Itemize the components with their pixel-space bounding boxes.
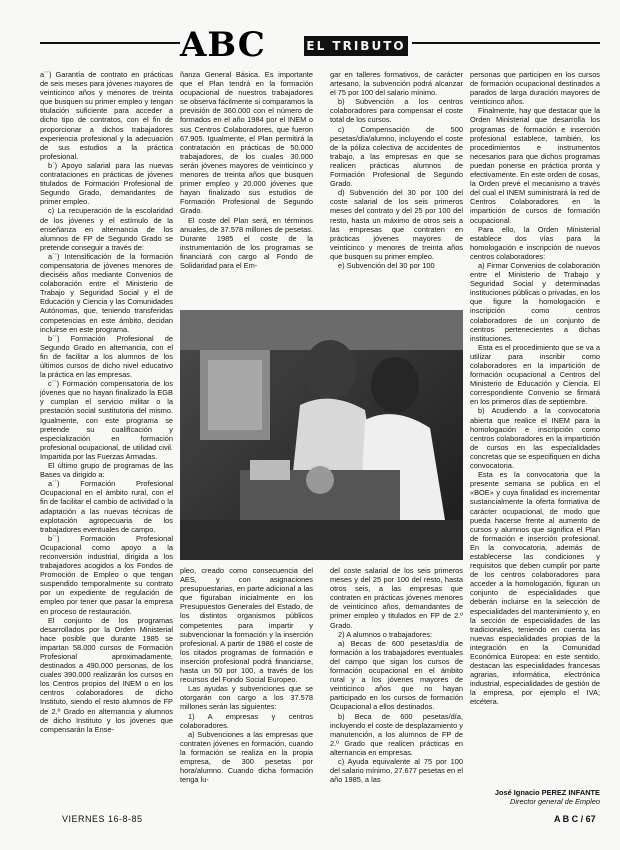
paragraph: gar en talleres formativos, de carácter artesano, la subvención podrá alcanzar el 75 por 100 del salario mínimo. <box>330 70 463 98</box>
paragraph: b) Subvención a los centros colaboradores para compensar el coste total de los cursos. <box>330 97 463 125</box>
paragraph: a´´) Garantía de contrato en prácticas de seis meses para jóvenes mayores de veinticinco años y menores de treinta que busquen su primer empleo y tengan titulación suficiente para acceder a dicho tipo de contratos, con el fin de proporcionar a dichos trabajadores experiencia profesional y la adecuación de sus estudios a la práctica profesional. <box>40 70 173 161</box>
author-role: Director general de Empleo <box>510 797 600 806</box>
paragraph: c) La recuperación de la escolaridad de los jóvenes y el estímulo de la enseñanza en alternancia de los alumnos de FP de Segundo Grado se pretende conseguir a través de: <box>40 206 173 252</box>
paragraph: e) Subvención del 30 por 100 <box>338 260 435 270</box>
paragraph: personas que participen en los cursos de formación ocupacional destinados a parados de larga duración mayores de veinticinco años. <box>470 70 600 107</box>
article-photo <box>180 310 463 560</box>
paragraph: b´´) Formación Profesional Ocupacional como apoyo a la reconversión industrial, dirigida a los trabajadores acogidos a los Fondos de Promoción de Empleo o que tengan suspendido temporalmente su contrato por un expediente de regulación de empleo por tener que pasar la empresa en proceso de restauración. <box>40 533 173 616</box>
header-rule-right <box>412 42 600 44</box>
paragraph: b) Acudiendo a la convocatoria abierta que realice el INEM para la homologación e inscripción como centros colaboradores en la impartición de cursos en las especialidades concretas que se especifiquen en dicha convocatoria. <box>470 406 600 471</box>
paragraph: del coste salarial de los seis primeros meses y del 25 por 100 del resto, hasta otros seis, a las empresas que contraten en prácticas jóvenes menores de veinticinco años, demandantes de primer empleo y titulados en FP de 2.º Grado. <box>330 566 463 630</box>
paragraph: c) Ayuda equivalente al 75 por 100 del salario mínimo, 27.677 pesetas en el año 1985, a las <box>330 756 463 785</box>
column-3-top <box>330 70 463 306</box>
column-4 <box>470 70 600 786</box>
paragraph: a) Becas de 600 pesetas/día de formación a los trabajadores eventuales del campo que sigan los cursos de formación ocupacional en el ámbito rural y a los jóvenes mayores de veinticinco años que no hayan participado en los cursos de formación Ocupacional a ellos destinados. <box>330 638 463 712</box>
paragraph: a´´) Formación Profesional Ocupacional en el ámbito rural, con el fin de facilitar el cambio de actividad o la adaptación a las nuevas técnicas de explotación agropecuaria de los trabajadores eventuales de campo. <box>40 479 173 534</box>
footer-page-number: A B C / 67 <box>554 814 596 824</box>
paragraph: b) Beca de 600 pesetas/día, incluyendo el coste de desplazamiento y manutención, a los alumnos de FP de 2.º Grado que realicen prácticas en alternancia en empresas. <box>330 711 463 757</box>
column-1 <box>40 70 173 810</box>
paragraph: El conjunto de los programas desarrollados por la Orden Ministerial hace posible que durante 1985 se impartan 58.000 cursos de Formación Profesional aproximadamente, destinados a 490.000 personas, de los cuales 390.000 realizarán los cursos en los Centros propios del INEM o en los centros colaboradores de dicho Instituto, siendo el resto alumnos de FP de 2.º Grado en alternancia y alumnos de dicho Instituto y los jóvenes que compensarán la Ense- <box>40 615 173 734</box>
paragraph: ñanza General Básica. Es importante que el Plan tendrá en la formación ocupacional de nuestros trabajadores se observa fácilmente si comparamos la previsión de 360.000 con el número de formados en el año 1984 por el INEM o sus Centros Colaboradores, que fueron 67.905. Igualmente, el Plan permitirá la contratación en prácticas de 50.000 trabajadores, de los cuales 30.000 serán jóvenes mayores de veinticinco y menores de treinta años que busquen primer empleo y 20.000 jóvenes que hayan finalizado sus estudios de Formación Profesional de Segundo Grado. <box>180 70 313 216</box>
paragraph: pleo, creado como consecuencia del AES, y con asignaciones presupuestarias, en parte adicional a las que figuraban inicialmente en los Presupuestos Generales del Estado, de los distintos organismos públicos competentes para impartir y subvencionar la formación y la inserción profesional. A partir de 1986 el coste de los citados programas de formación e inserción profesional podrá financiarse, hasta un 50 por 100, a través de los recursos del Fondo Social Europeo. <box>180 566 313 685</box>
paragraph: 2) A alumnos o trabajadores: <box>338 629 433 639</box>
paragraph: El último grupo de programas de las Bases va dirigido a: <box>40 461 173 480</box>
paragraph: a) Firmar Convenios de colaboración entre el Ministerio de Trabajo y Seguridad Social y determinadas instituciones públicas o privadas, en los que figure la homologación e inscripción como centros colaboradores de un conjunto de centros pertenecientes a dichas instituciones. <box>470 260 600 343</box>
paragraph: b´) Apoyo salarial para las nuevas contrataciones en prácticas de jóvenes titulados de Formación Profesional de Segundo Grado, demandantes de primer empleo. <box>40 160 173 207</box>
column-2-top <box>180 70 313 306</box>
column-2-bottom <box>180 566 313 810</box>
paragraph: Esta es el procedimiento que se va a utilizar para inscribir como colaboradores en la impartición de formación ocupacional a Centros del Ministerio de Educación y Ciencia. El correspondiente Convenio se firmará en los primeros días de septiembre. <box>470 342 600 407</box>
paragraph: b´´) Formación Profesional de Segundo Grado en alternancia, con el fin de facilitar a los alumnos de los últimos cursos de dicho nivel educativo la práctica en las empresas. <box>40 333 173 380</box>
paragraph: c´´) Formación compensatoria de los jóvenes que no hayan finalizado la EGB y cumplan el servicio militar o la prestación social sustitutoria del mismo. Igualmente, con este programa se pretende su cualificación y especialización en formación profesional ocupacional, de utilidad civil. Impartida por las Fuerzas Armadas. <box>40 379 173 461</box>
paragraph: 1) A empresas y centros colaboradores. <box>180 711 313 730</box>
header-rule-left <box>40 42 180 44</box>
footer-date: VIERNES 16-8-85 <box>62 814 143 824</box>
section-label: EL TRIBUTO <box>304 36 408 56</box>
paragraph: Finalmente, hay que destacar que la Orden Ministerial que desarrolla los programas de formación e inserción profesional establece, también, los procedimientos e instrumentos necesarios para que dichos programas puedan ponerse en práctica pronta y efectivamente. En este orden de cosas, la Orden prevé el mecanismo a través del cual el INEM suministrará la red de Centros Colaboradores en la impartición de cursos de formación ocupacional. <box>470 106 600 225</box>
brand-logo: ABC <box>180 25 266 65</box>
paragraph: El coste del Plan será, en términos anuales, de 37.578 millones de pesetas. Durante 1985 el coste de la instrumentación de los programas se financiará con cargo al Fondo de Solidaridad para el Em- <box>180 215 313 270</box>
column-3-bottom <box>330 566 463 810</box>
paragraph: c) Compensación de 500 pesetas/día/alumno, incluyendo el coste de la póliza colectiva de accidentes de trabajo, a las empresas en que se realicen prácticas alumnos de Formación Profesional de Segundo Grado. <box>330 124 463 189</box>
photo-laboratory-icon <box>180 310 463 560</box>
paragraph: Las ayudas y subvenciones que se otorgarán con cargo a los 37.578 millones serán las siguientes: <box>180 684 313 712</box>
paragraph: a´´) Intensificación de la formación compensatoria de jóvenes menores de dieciséis años mediante Convenios de colaboración entre el Ministerio de Trabajo y Seguridad Social y el de Educación y Ciencia y las Comunidades Autónomas, que, teniendo transferidas competencias en este ámbito, decidan incluirse en este programa. <box>40 251 173 334</box>
author-name: José Ignacio PEREZ INFANTE <box>494 788 600 797</box>
paragraph: Esta es la convocatoria que la presente semana se publica en el «BOE» y cuya finalidad es incrementar sustancialmente la oferta formativa de carácter ocupacional, de modo que pueda hacerse frente al aumento de cursos y alumnos que significa el Plan de formación e inserción profesional. En la convocatoria, además de establecerse las condiciones y requisitos que deben cumplir por parte de los centros colaboradores para acceder a la homologación, figuran un conjunto de especialidades que deberán incluirse en la selección de especialidades del mantenimiento y, en la sección de especialidades de las tradicionales, teniendo en cuenta las nuevas especialidades propias de la integración en la Comunidad Económica Europea: en este sentido, destacan las especialidades francesas agrarias, informática, electrónica industrial, especialidades de gestión de la empresa, por ejemplo el IVA; etcétera. <box>470 470 600 707</box>
paragraph: Para ello, la Orden Ministerial establece dos vías para la homologación e inscripción de nuevos centros colaboradores: <box>470 224 600 261</box>
paragraph: d) Subvención del 30 por 100 del coste salarial de los seis primeros meses del contrato y del 25 por 100 del resto, hasta un máximo de otros seis a las empresas que contraten en prácticas jóvenes mayores de veinticinco y menores de treinta años que busquen su primer empleo. <box>330 188 463 261</box>
paragraph: a) Subvenciones a las empresas que contraten jóvenes en formación, cuando la formación se realiza en la propia empresa, de 300 pesetas por hora/alumno. Cuando dicha formación tenga lu- <box>180 729 313 785</box>
author-signature <box>470 788 600 806</box>
masthead <box>180 25 410 65</box>
